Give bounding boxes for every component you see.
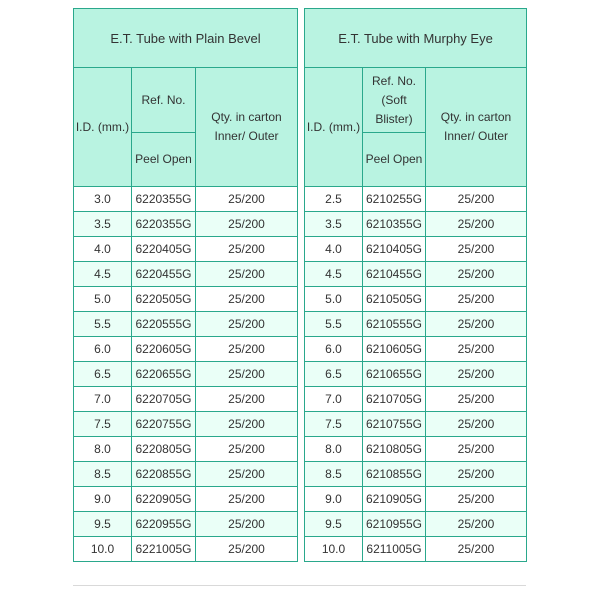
id-cell: 7.5 bbox=[74, 412, 132, 437]
table-row bbox=[305, 362, 527, 387]
ref-no-cell: 6220405G bbox=[132, 237, 196, 262]
qty-cell: 25/200 bbox=[426, 287, 527, 312]
ref-no-cell: 6221005G bbox=[132, 537, 196, 562]
table-row bbox=[74, 187, 298, 212]
id-cell: 4.0 bbox=[305, 237, 363, 262]
qty-cell: 25/200 bbox=[196, 437, 298, 462]
table-row bbox=[305, 537, 527, 562]
table-row bbox=[74, 412, 298, 437]
ref-no-cell: 6220605G bbox=[132, 337, 196, 362]
table-row bbox=[305, 337, 527, 362]
id-cell: 3.0 bbox=[74, 187, 132, 212]
table-row bbox=[74, 512, 298, 537]
table-row bbox=[305, 312, 527, 337]
table-row bbox=[305, 237, 527, 262]
ref-no-cell: 6210355G bbox=[363, 212, 426, 237]
qty-cell: 25/200 bbox=[426, 462, 527, 487]
ref-no-cell: 6220755G bbox=[132, 412, 196, 437]
qty-cell: 25/200 bbox=[196, 512, 298, 537]
id-column-header: I.D. (mm.) bbox=[74, 68, 132, 187]
ref-no-cell: 6210905G bbox=[363, 487, 426, 512]
ref-no-cell: 6220655G bbox=[132, 362, 196, 387]
qty-cell: 25/200 bbox=[426, 187, 527, 212]
ref-subheader: Peel Open bbox=[132, 133, 196, 187]
ref-no-cell: 6210555G bbox=[363, 312, 426, 337]
id-cell: 9.5 bbox=[305, 512, 363, 537]
id-cell: 4.5 bbox=[305, 262, 363, 287]
qty-cell: 25/200 bbox=[196, 262, 298, 287]
ref-no-cell: 6220355G bbox=[132, 187, 196, 212]
id-cell: 3.5 bbox=[305, 212, 363, 237]
qty-cell: 25/200 bbox=[196, 187, 298, 212]
ref-no-cell: 6210455G bbox=[363, 262, 426, 287]
qty-cell: 25/200 bbox=[196, 237, 298, 262]
id-cell: 7.0 bbox=[74, 387, 132, 412]
qty-cell: 25/200 bbox=[426, 262, 527, 287]
table-row bbox=[305, 212, 527, 237]
plain-bevel-table bbox=[73, 8, 298, 562]
id-cell: 8.5 bbox=[74, 462, 132, 487]
qty-cell: 25/200 bbox=[426, 237, 527, 262]
qty-cell: 25/200 bbox=[426, 487, 527, 512]
table-row bbox=[74, 287, 298, 312]
table-row bbox=[74, 362, 298, 387]
ref-no-cell: 6220805G bbox=[132, 437, 196, 462]
qty-cell: 25/200 bbox=[426, 212, 527, 237]
id-cell: 7.0 bbox=[305, 387, 363, 412]
ref-no-cell: 6210855G bbox=[363, 462, 426, 487]
ref-no-cell: 6210605G bbox=[363, 337, 426, 362]
ref-no-cell: 6220505G bbox=[132, 287, 196, 312]
qty-cell: 25/200 bbox=[196, 287, 298, 312]
qty-cell: 25/200 bbox=[426, 412, 527, 437]
ref-no-cell: 6210805G bbox=[363, 437, 426, 462]
murphy-eye-table bbox=[304, 8, 527, 562]
id-cell: 5.5 bbox=[74, 312, 132, 337]
id-cell: 5.5 bbox=[305, 312, 363, 337]
id-cell: 8.0 bbox=[305, 437, 363, 462]
table-row bbox=[305, 187, 527, 212]
ref-no-cell: 6210505G bbox=[363, 287, 426, 312]
ref-no-cell: 6220455G bbox=[132, 262, 196, 287]
ref-no-cell: 6210705G bbox=[363, 387, 426, 412]
table-row bbox=[305, 412, 527, 437]
ref-no-cell: 6211005G bbox=[363, 537, 426, 562]
id-cell: 2.5 bbox=[305, 187, 363, 212]
table-row bbox=[74, 437, 298, 462]
qty-column-header: Qty. in carton Inner/ Outer bbox=[196, 68, 298, 187]
ref-no-cell: 6210405G bbox=[363, 237, 426, 262]
ref-column-header: Ref. No.(Soft Blister) bbox=[363, 68, 426, 133]
table-row bbox=[74, 537, 298, 562]
ref-no-cell: 6210955G bbox=[363, 512, 426, 537]
id-cell: 3.5 bbox=[74, 212, 132, 237]
id-cell: 5.0 bbox=[305, 287, 363, 312]
table-row bbox=[74, 337, 298, 362]
qty-cell: 25/200 bbox=[196, 312, 298, 337]
id-cell: 8.0 bbox=[74, 437, 132, 462]
id-cell: 9.0 bbox=[305, 487, 363, 512]
ref-no-cell: 6220855G bbox=[132, 462, 196, 487]
table-row bbox=[305, 387, 527, 412]
qty-cell: 25/200 bbox=[196, 412, 298, 437]
id-cell: 7.5 bbox=[305, 412, 363, 437]
id-cell: 10.0 bbox=[305, 537, 363, 562]
id-cell: 4.0 bbox=[74, 237, 132, 262]
qty-cell: 25/200 bbox=[426, 512, 527, 537]
qty-cell: 25/200 bbox=[426, 312, 527, 337]
ref-no-cell: 6220905G bbox=[132, 487, 196, 512]
qty-cell: 25/200 bbox=[196, 337, 298, 362]
qty-cell: 25/200 bbox=[426, 537, 527, 562]
qty-cell: 25/200 bbox=[196, 212, 298, 237]
id-cell: 6.5 bbox=[74, 362, 132, 387]
ref-no-cell: 6220555G bbox=[132, 312, 196, 337]
table-row bbox=[74, 462, 298, 487]
ref-column-header: Ref. No. bbox=[132, 68, 196, 133]
id-cell: 9.5 bbox=[74, 512, 132, 537]
id-cell: 9.0 bbox=[74, 487, 132, 512]
qty-cell: 25/200 bbox=[426, 387, 527, 412]
id-cell: 6.0 bbox=[305, 337, 363, 362]
table-row bbox=[305, 437, 527, 462]
qty-cell: 25/200 bbox=[196, 362, 298, 387]
table-row bbox=[74, 237, 298, 262]
ref-no-cell: 6210255G bbox=[363, 187, 426, 212]
ref-no-cell: 6210755G bbox=[363, 412, 426, 437]
id-cell: 4.5 bbox=[74, 262, 132, 287]
table-title: E.T. Tube with Murphy Eye bbox=[305, 9, 527, 68]
table-row bbox=[74, 487, 298, 512]
id-cell: 8.5 bbox=[305, 462, 363, 487]
id-cell: 10.0 bbox=[74, 537, 132, 562]
table-title: E.T. Tube with Plain Bevel bbox=[74, 9, 298, 68]
table-row bbox=[305, 287, 527, 312]
table-row bbox=[74, 312, 298, 337]
qty-cell: 25/200 bbox=[196, 487, 298, 512]
table-row bbox=[74, 262, 298, 287]
id-cell: 6.0 bbox=[74, 337, 132, 362]
ref-subheader: Peel Open bbox=[363, 133, 426, 187]
table-row bbox=[305, 512, 527, 537]
table-row bbox=[305, 487, 527, 512]
qty-cell: 25/200 bbox=[196, 462, 298, 487]
divider bbox=[73, 585, 526, 586]
ref-no-cell: 6220955G bbox=[132, 512, 196, 537]
ref-no-cell: 6220355G bbox=[132, 212, 196, 237]
table-row bbox=[305, 462, 527, 487]
table-row bbox=[74, 212, 298, 237]
qty-cell: 25/200 bbox=[426, 437, 527, 462]
qty-cell: 25/200 bbox=[196, 537, 298, 562]
ref-no-cell: 6220705G bbox=[132, 387, 196, 412]
qty-cell: 25/200 bbox=[426, 362, 527, 387]
ref-no-cell: 6210655G bbox=[363, 362, 426, 387]
id-cell: 6.5 bbox=[305, 362, 363, 387]
id-cell: 5.0 bbox=[74, 287, 132, 312]
id-column-header: I.D. (mm.) bbox=[305, 68, 363, 187]
qty-cell: 25/200 bbox=[196, 387, 298, 412]
qty-cell: 25/200 bbox=[426, 337, 527, 362]
table-row bbox=[74, 387, 298, 412]
qty-column-header: Qty. in carton Inner/ Outer bbox=[426, 68, 527, 187]
table-row bbox=[305, 262, 527, 287]
